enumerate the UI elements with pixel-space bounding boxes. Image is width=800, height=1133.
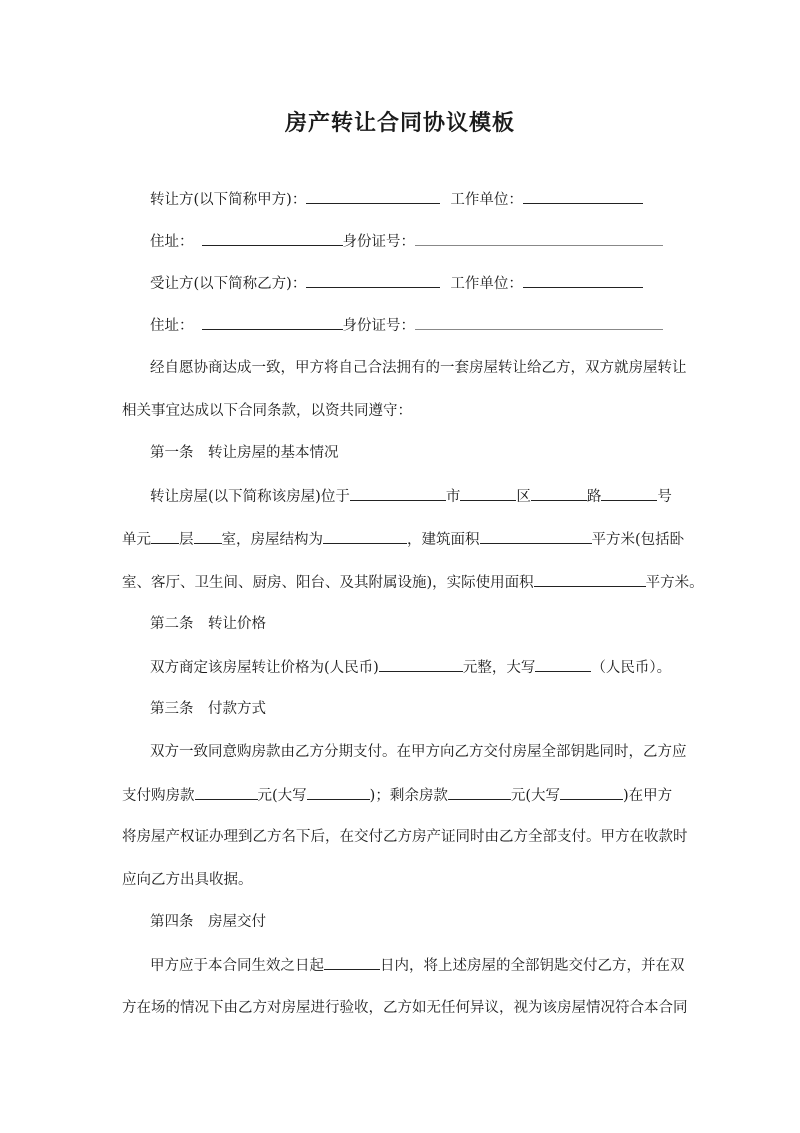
district-label: 区 — [516, 489, 531, 505]
price-label: 双方商定该房屋转让价格为(人民币) — [150, 660, 379, 676]
party-a-name-blank[interactable] — [306, 189, 440, 204]
payment-capital-blank[interactable] — [307, 785, 370, 800]
district-blank[interactable] — [460, 486, 516, 501]
article-3-line-3: 将房屋产权证办理到乙方名下后，在交付乙方房产证同时由乙方全部支付。甲方在收款时 — [122, 829, 688, 845]
structure-blank[interactable] — [323, 529, 407, 544]
price-blank[interactable] — [379, 657, 463, 672]
payment-blank[interactable] — [195, 785, 258, 800]
delivery-days-label: 甲方应于本合同生效之日起 — [150, 958, 324, 974]
party-a-id-blank[interactable] — [415, 231, 663, 246]
road-blank[interactable] — [531, 486, 587, 501]
article-3-line-1: 双方一致同意购房款由乙方分期支付。在甲方向乙方交付房屋全部钥匙同时，乙方应 — [150, 744, 687, 760]
article-1-line-1 — [150, 486, 672, 507]
article-2-line-1 — [150, 657, 671, 678]
party-b-address-label: 住址： — [150, 318, 194, 334]
party-a-id-label: 身份证号： — [342, 234, 415, 250]
payment-capital-label: 元(大写 — [257, 788, 307, 804]
remaining-capital-label: 元(大写 — [510, 788, 561, 804]
road-label: 路 — [586, 489, 602, 505]
remaining-label: )；剩余房款 — [369, 788, 448, 804]
party-a-line — [150, 189, 643, 210]
party-b-name-blank[interactable] — [306, 273, 440, 288]
party-a-work-blank[interactable] — [523, 189, 643, 204]
number-blank[interactable] — [601, 486, 657, 501]
floor-label: 层 — [179, 532, 194, 548]
delivery-days-blank[interactable] — [324, 955, 380, 970]
floor-blank[interactable] — [194, 529, 222, 544]
usable-area-unit: 平方米。 — [645, 575, 704, 591]
document-title: 房产转让合同协议模板 — [284, 110, 515, 136]
rmb-label: （人民币）。 — [591, 660, 672, 676]
party-b-address-blank[interactable] — [202, 315, 343, 330]
remaining-blank[interactable] — [448, 785, 511, 800]
article-1-line-2 — [122, 529, 684, 550]
article-3-line-4: 应向乙方出具收据。 — [122, 872, 253, 888]
article-4-heading: 第四条 房屋交付 — [150, 914, 266, 930]
payment-label: 支付购房款 — [122, 788, 195, 804]
remaining-capital-blank[interactable] — [560, 785, 623, 800]
building-area-blank[interactable] — [480, 529, 592, 544]
unit-label: 单元 — [122, 532, 151, 548]
article-1-heading: 第一条 转让房屋的基本情况 — [150, 445, 339, 461]
building-area-label: ，建筑面积 — [407, 532, 480, 548]
party-a-address-label: 住址： — [150, 234, 194, 250]
party-b-address-line — [150, 315, 663, 336]
article-3-heading: 第三条 付款方式 — [150, 701, 266, 717]
square-meter-label: 平方米(包括卧 — [591, 532, 685, 548]
room-structure-label: 室，房屋结构为 — [221, 532, 323, 548]
party-b-label: 受让方(以下简称乙方)： — [150, 276, 307, 292]
article-1-location-label: 转让房屋(以下简称该房屋)位于 — [150, 489, 350, 505]
usable-area-label: 室、客厅、卫生间、厨房、阳台、及其附属设施)，实际使用面积 — [122, 575, 534, 591]
party-a-label: 转让方(以下简称甲方)： — [150, 192, 307, 208]
article-3-line-2 — [122, 785, 672, 806]
usable-area-blank[interactable] — [534, 572, 646, 587]
unit-blank[interactable] — [151, 529, 179, 544]
party-b-id-blank[interactable] — [415, 315, 663, 330]
party-b-work-label: 工作单位： — [450, 276, 523, 292]
number-label: 号 — [657, 489, 672, 505]
price-capital-label: 元整，大写 — [462, 660, 536, 676]
city-label: 市 — [445, 489, 461, 505]
party-b-id-label: 身份证号： — [342, 318, 415, 334]
article-1-line-3 — [122, 572, 704, 593]
article-4-line-2: 方在场的情况下由乙方对房屋进行验收，乙方如无任何异议，视为该房屋情况符合本合同 — [122, 1000, 688, 1016]
party-a-trailing-label: )在甲方 — [623, 788, 673, 804]
article-2-heading: 第二条 转让价格 — [150, 616, 266, 632]
party-a-address-line — [150, 231, 663, 252]
price-capital-blank[interactable] — [535, 657, 591, 672]
intro-line-2: 相关事宜达成以下合同条款，以资共同遵守： — [122, 403, 412, 419]
party-a-work-label: 工作单位： — [450, 192, 523, 208]
party-a-address-blank[interactable] — [202, 231, 343, 246]
city-blank[interactable] — [350, 486, 446, 501]
intro-line-1: 经自愿协商达成一致，甲方将自己合法拥有的一套房屋转让给乙方，双方就房屋转让 — [150, 360, 687, 376]
party-b-work-blank[interactable] — [523, 273, 643, 288]
delivery-rest-label: 日内，将上述房屋的全部钥匙交付乙方，并在双 — [380, 958, 685, 974]
article-4-line-1 — [150, 955, 685, 976]
party-b-line — [150, 273, 643, 294]
